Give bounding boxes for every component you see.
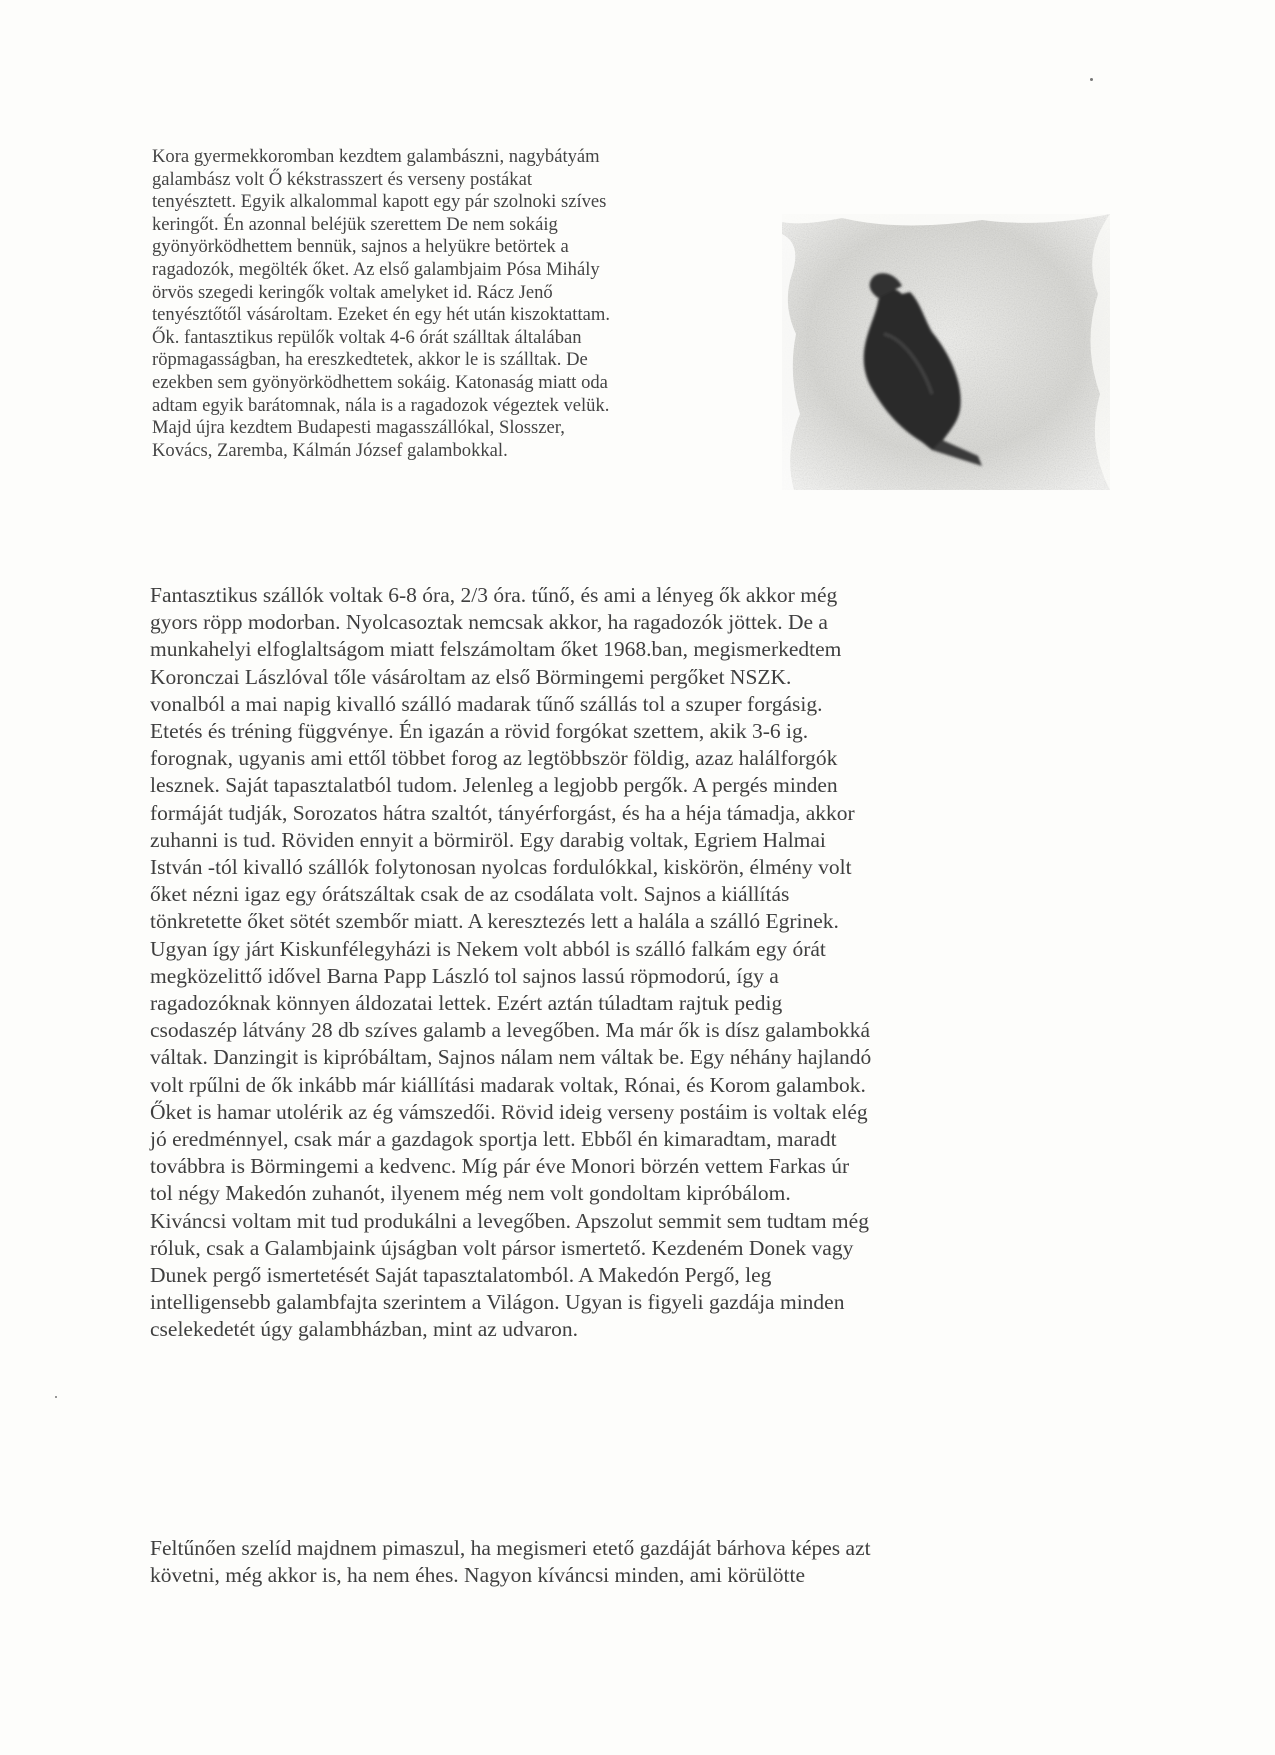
text-line: galambász volt Ő kékstrasszert és verseny postákat <box>152 168 533 190</box>
text-line: ragadozók, megölték őket. Az első galambjaim Pósa Mihály <box>152 258 600 280</box>
text-line: váltak. Danzingit is kipróbáltam, Sajnos nálam nem váltak be. Egy néhány hajlandó <box>150 1045 872 1070</box>
text-line: jó eredménnyel, csak már a gazdagok sportja lett. Ebből én kimaradtam, maradt <box>150 1127 837 1152</box>
text-line: Dunek pergő ismertetését Saját tapasztalatomból. A Makedón Pergő, leg <box>150 1263 772 1288</box>
text-line: ezekben sem gyönyörködhettem sokáig. Katonaság miatt oda <box>152 371 608 393</box>
text-line: Kiváncsi voltam mit tud produkálni a levegőben. Apszolut semmit sem tudtam még <box>150 1208 869 1233</box>
text-line: forognak, ugyanis ami ettől többet forog az legtöbbször földig, azaz halálforgók <box>150 746 838 771</box>
scan-speck <box>1090 78 1093 81</box>
closing-paragraph <box>150 1535 1110 1589</box>
text-line: tönkretette őket sötét szembőr miatt. A keresztezés lett a halála a szálló Egrinek. <box>150 909 839 934</box>
text-line: István -tól kivalló szállók folytonosan nyolcas fordulókkal, kiskörön, élmény volt <box>150 855 852 880</box>
text-line: Kovács, Zaremba, Kálmán József galambokkal. <box>152 439 508 461</box>
text-line: Majd újra kezdtem Budapesti magasszállókal, Slosszer, <box>152 417 565 439</box>
text-line: tol négy Makedón zuhanót, ilyenem még nem volt gondoltam kipróbálom. <box>150 1181 791 1206</box>
text-line: tenyésztőtől vásároltam. Ezeket én egy hét után kiszoktattam. <box>152 304 610 326</box>
text-line: volt rpűlni de ők inkább már kiállítási madarak voltak, Rónai, és Korom galambok. <box>150 1072 866 1097</box>
text-line: intelligensebb galambfajta szerintem a Világon. Ugyan is figyeli gazdája minden <box>150 1290 845 1315</box>
text-line: Fantasztikus szállók voltak 6-8 óra, 2/3 óra. tűnő, és ami a lényeg ők akkor még <box>150 583 838 607</box>
text-line: cselekedetét úgy galambházban, mint az udvaron. <box>150 1317 579 1342</box>
text-line: örvös szegedi keringők voltak amelyket id. Rácz Jenő <box>152 281 553 303</box>
text-line: keringőt. Én azonnal beléjük szerettem De nem sokáig <box>152 213 558 235</box>
text-line: csodaszép látvány 28 db szíves galamb a levegőben. Ma már ők is dísz galambokká <box>150 1018 871 1043</box>
text-line: ragadozóknak könnyen áldozatai lettek. Ezért aztán túladtam rajtuk pedig <box>150 991 783 1016</box>
intro-text-block <box>152 146 792 462</box>
text-line: gyönyörködhettem bennük, sajnos a helyükre betörtek a <box>152 236 569 258</box>
text-line: Ugyan így járt Kiskunfélegyházi is Nekem volt abból is szálló falkám egy órát <box>150 936 826 961</box>
pigeon-photo <box>782 214 1110 490</box>
text-line: Őket is hamar utolérik az ég vámszedői. Rövid ideig verseny postáim is voltak elég <box>150 1099 868 1124</box>
text-line: adtam egyik barátomnak, nála is a ragadozok végeztek velük. <box>152 394 610 416</box>
text-line: röpmagasságban, ha ereszkedtetek, akkor le is szálltak. De <box>152 349 588 371</box>
text-line: Koronczai Lászlóval tőle vásároltam az első Börmingemi pergőket NSZK. <box>150 664 792 689</box>
text-line: róluk, csak a Galambjaink újságban volt pársor ismertető. Kezdeném Donek vagy <box>150 1235 854 1260</box>
text-line: gyors röpp modorban. Nyolcasoztak nemcsak akkor, ha ragadozók jöttek. De a <box>150 610 828 635</box>
text-line: őket nézni igaz egy órátszáltak csak de az csodálata volt. Sajnos a kiállítás <box>150 882 790 907</box>
text-line: követni, még akkor is, ha nem éhes. Nagyon kíváncsi minden, ami körülötte <box>150 1563 806 1588</box>
scan-speck <box>55 1396 57 1398</box>
text-line: tenyésztett. Egyik alkalommal kapott egy pár szolnoki szíves <box>152 191 607 213</box>
text-line: formáját tudják, Sorozatos hátra szaltót, tányérforgást, és ha a héja támadja, akkor <box>150 800 855 825</box>
text-line: Etetés és tréning függvénye. Én igazán a rövid forgókat szettem, akik 3-6 ig. <box>150 719 809 744</box>
text-line: Ők. fantasztikus repülők voltak 4-6 órát szálltak általában <box>152 326 582 348</box>
main-paragraph <box>150 582 1110 1344</box>
text-line: zuhanni is tud. Röviden ennyit a börmiröl. Egy darabig voltak, Egriem Halmai <box>150 827 826 852</box>
text-line: továbbra is Börmingemi a kedvenc. Míg pár éve Monori börzén vettem Farkas úr <box>150 1154 850 1179</box>
text-line: munkahelyi elfoglaltságom miatt felszámoltam őket 1968.ban, megismerkedtem <box>150 637 842 662</box>
text-line: megközelittő idővel Barna Papp László tol sajnos lassú röpmodorú, így a <box>150 963 779 988</box>
text-line: Feltűnően szelíd majdnem pimaszul, ha megismeri etető gazdáját bárhova képes azt <box>150 1536 871 1560</box>
text-line: lesznek. Saját tapasztalatból tudom. Jelenleg a legjobb pergők. A pergés minden <box>150 773 838 798</box>
text-line: Kora gyermekkoromban kezdtem galambászni, nagybátyám <box>152 146 600 167</box>
text-line: vonalból a mai napig kivalló szálló madarak tűnő szállás tol a szuper forgásig. <box>150 691 823 716</box>
